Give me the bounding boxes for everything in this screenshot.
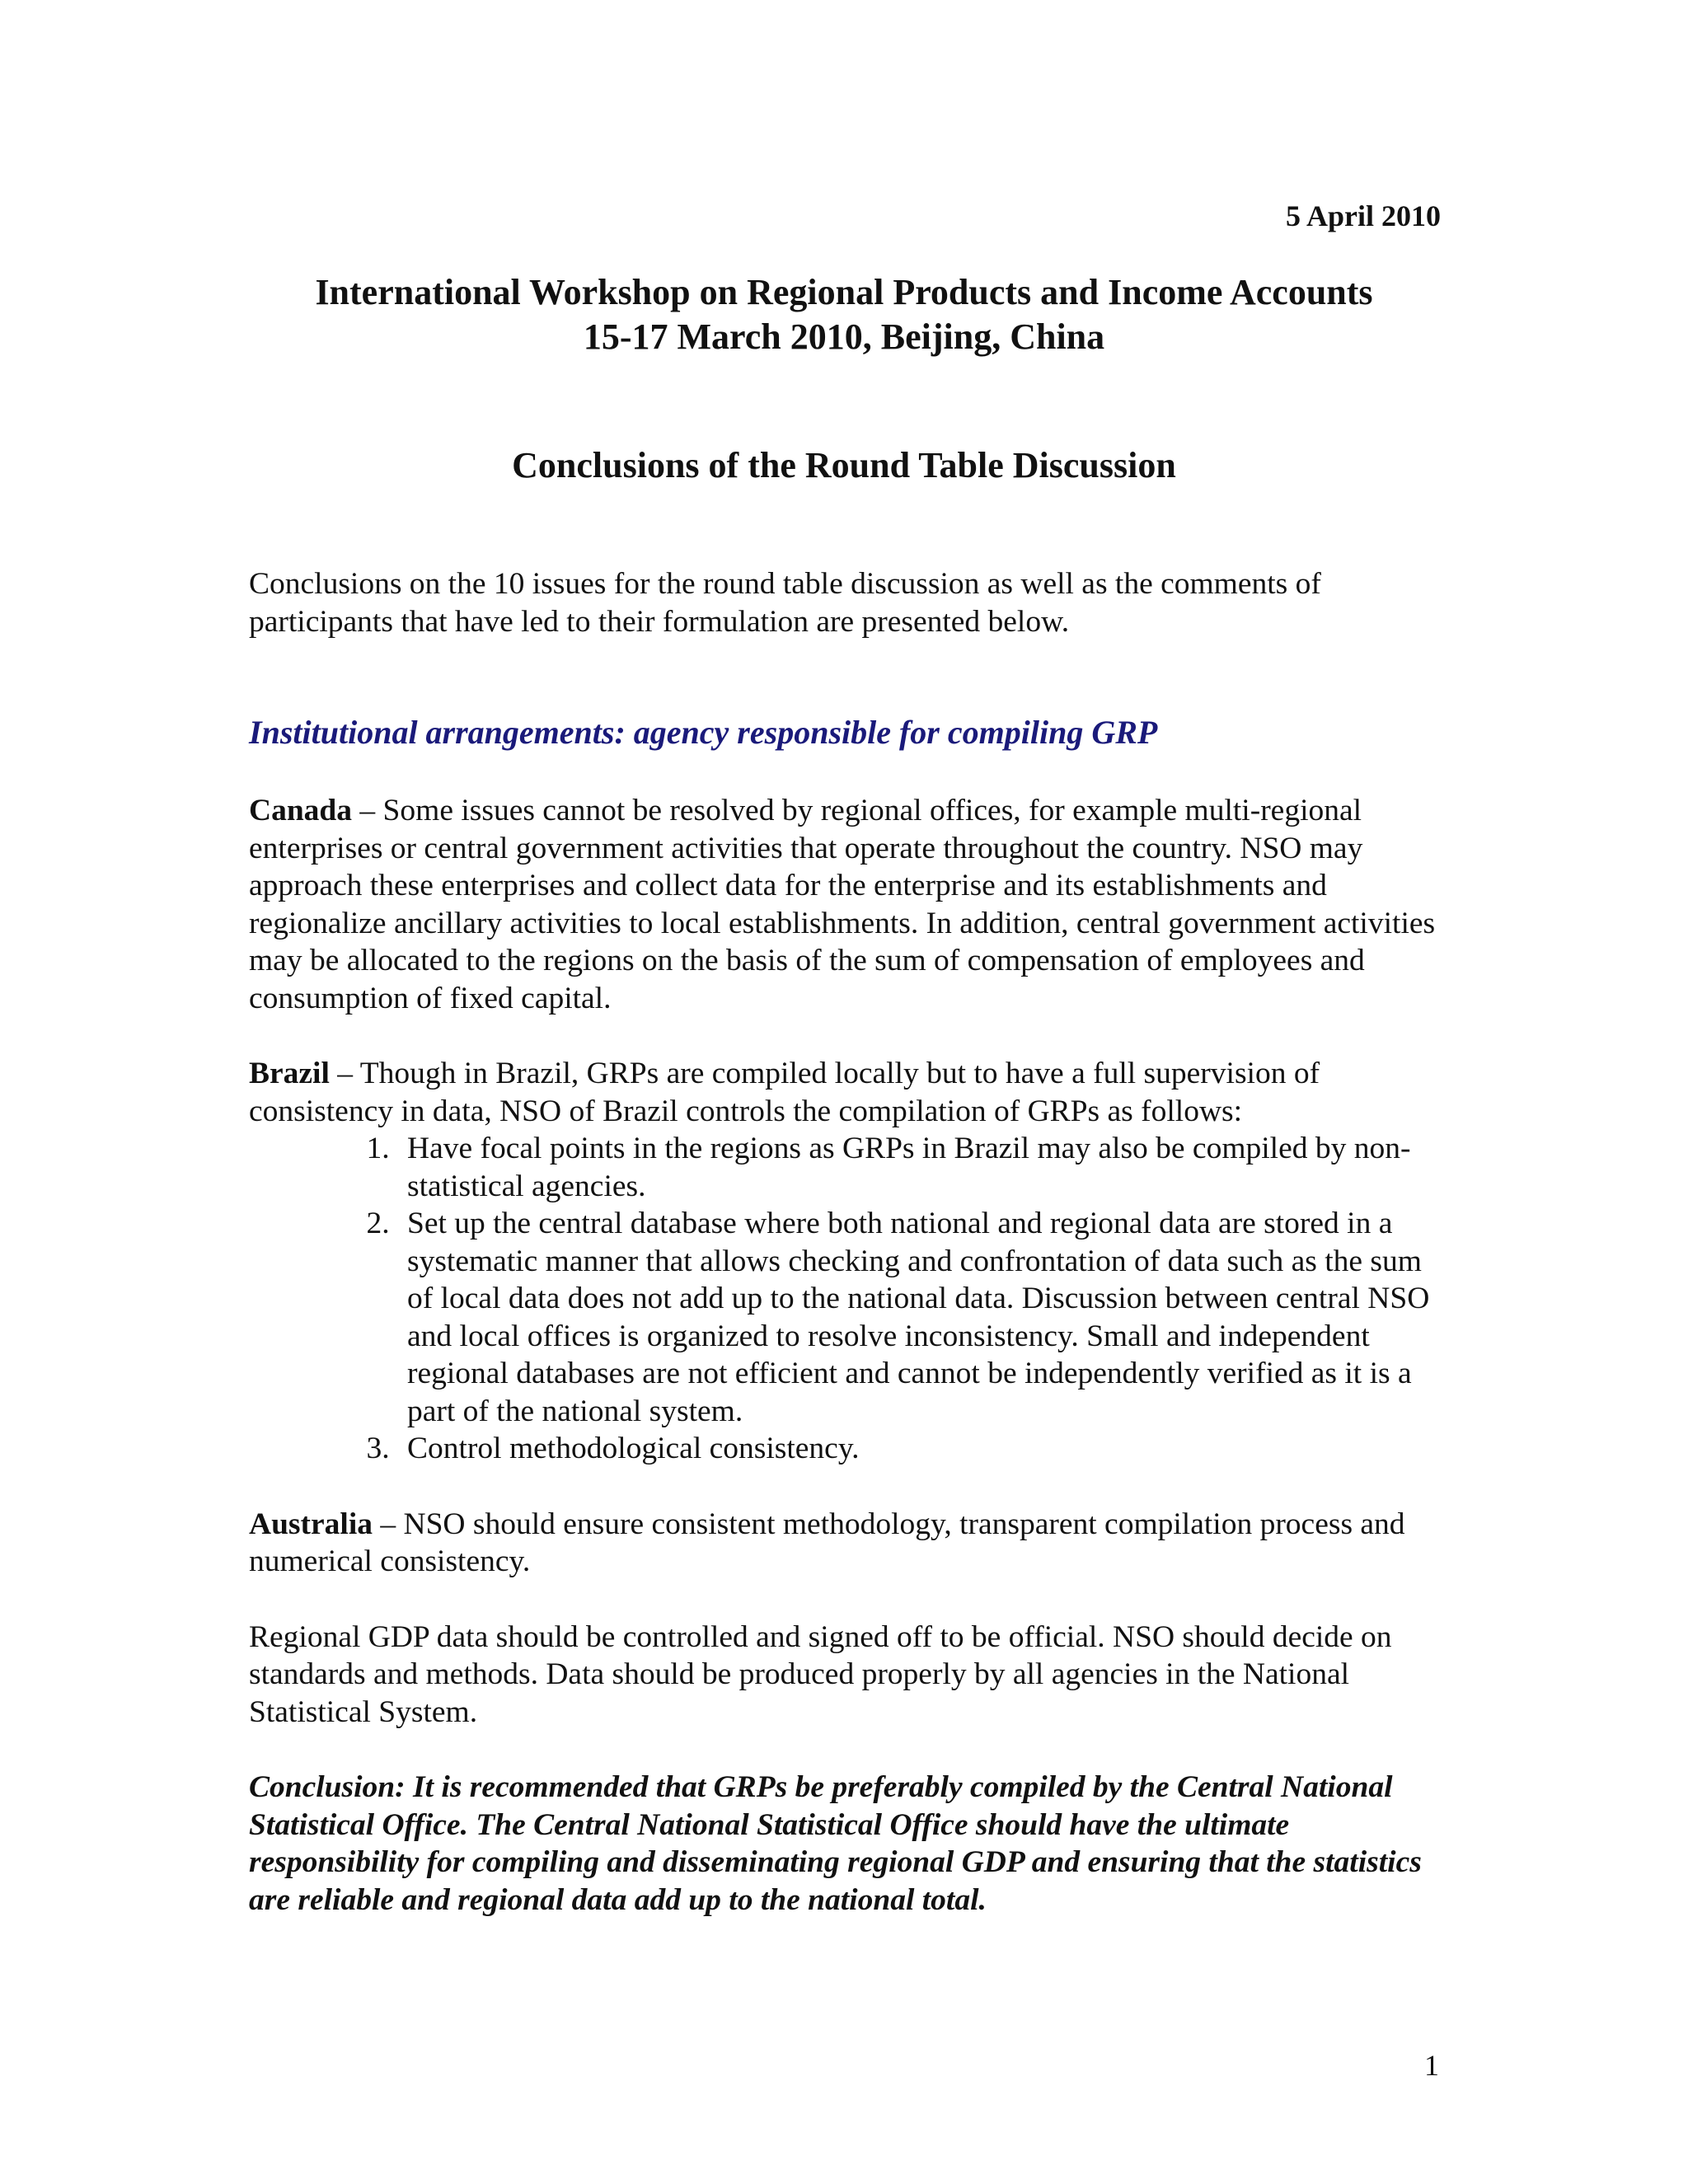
list-item: 2. Set up the central database where both national and regional data are stored in a systematic manner that allows checking and confrontation of data such as the sum of local data does not add up to the national data. Discussion between central NSO and local offices is organized to resolve inconsistency. Small and independent regional databases are not efficient and cannot be independently verified as it is a part of the national system. [397,1205,1444,1430]
document-title [0,270,1688,359]
list-item: 3. Control methodological consistency. [397,1430,1444,1468]
country-label-brazil: Brazil [249,1057,330,1090]
brazil-steps-list [249,1130,1444,1468]
document-date: 5 April 2010 [1285,199,1441,232]
page-number: 1 [1424,2049,1439,2082]
intro-paragraph: Conclusions on the 10 issues for the round table discussion as well as the comments of participants that have led to their formulation are presented below. [249,567,1321,639]
document-subtitle: Conclusions of the Round Table Discussion [512,445,1176,485]
canada-text: – Some issues cannot be resolved by regional offices, for example multi-regional enterprises or central government activities that operate throughout the country. NSO may approach these enterprises and collect data for the enterprise and its establishments and regionalize ancillary activities to local establishments. In addition, central government activities may be allocated to the regions on the basis of the sum of compensation of employees and consumption of fixed capital. [249,794,1436,1015]
country-label-canada: Canada [249,794,353,827]
brazil-text: – Though in Brazil, GRPs are compiled locally but to have a full supervision of consistency in data, NSO of Brazil controls the compilation of GRPs as follows: [249,1057,1320,1128]
australia-paragraph [249,1506,1444,1581]
title-line-1: International Workshop on Regional Products and Income Accounts [315,272,1373,312]
conclusion-paragraph: Conclusion: It is recommended that GRPs be preferably compiled by the Central National Statistical Office. The Central National Statistical Office should have the ultimate responsibility for compiling and disseminating regional GDP and ensuring that the statistics are reliable and regional data add up to the national total. [249,1770,1422,1917]
country-label-australia: Australia [249,1507,373,1541]
regional-gdp-paragraph: Regional GDP data should be controlled and signed off to be official. NSO should decide on standards and methods. Data should be produced properly by all agencies in the National Statistical System. [249,1619,1392,1729]
canada-paragraph [249,792,1444,1017]
australia-text: – NSO should ensure consistent methodology, transparent compilation process and numerical consistency. [249,1507,1405,1578]
document-body [249,565,1444,1919]
list-item: 1. Have focal points in the regions as GRPs in Brazil may also be compiled by non-statistical agencies. [397,1130,1444,1205]
section-heading: Institutional arrangements: agency responsible for compiling GRP [249,714,1158,751]
brazil-paragraph [249,1055,1444,1130]
title-line-2: 15-17 March 2010, Beijing, China [583,316,1105,357]
